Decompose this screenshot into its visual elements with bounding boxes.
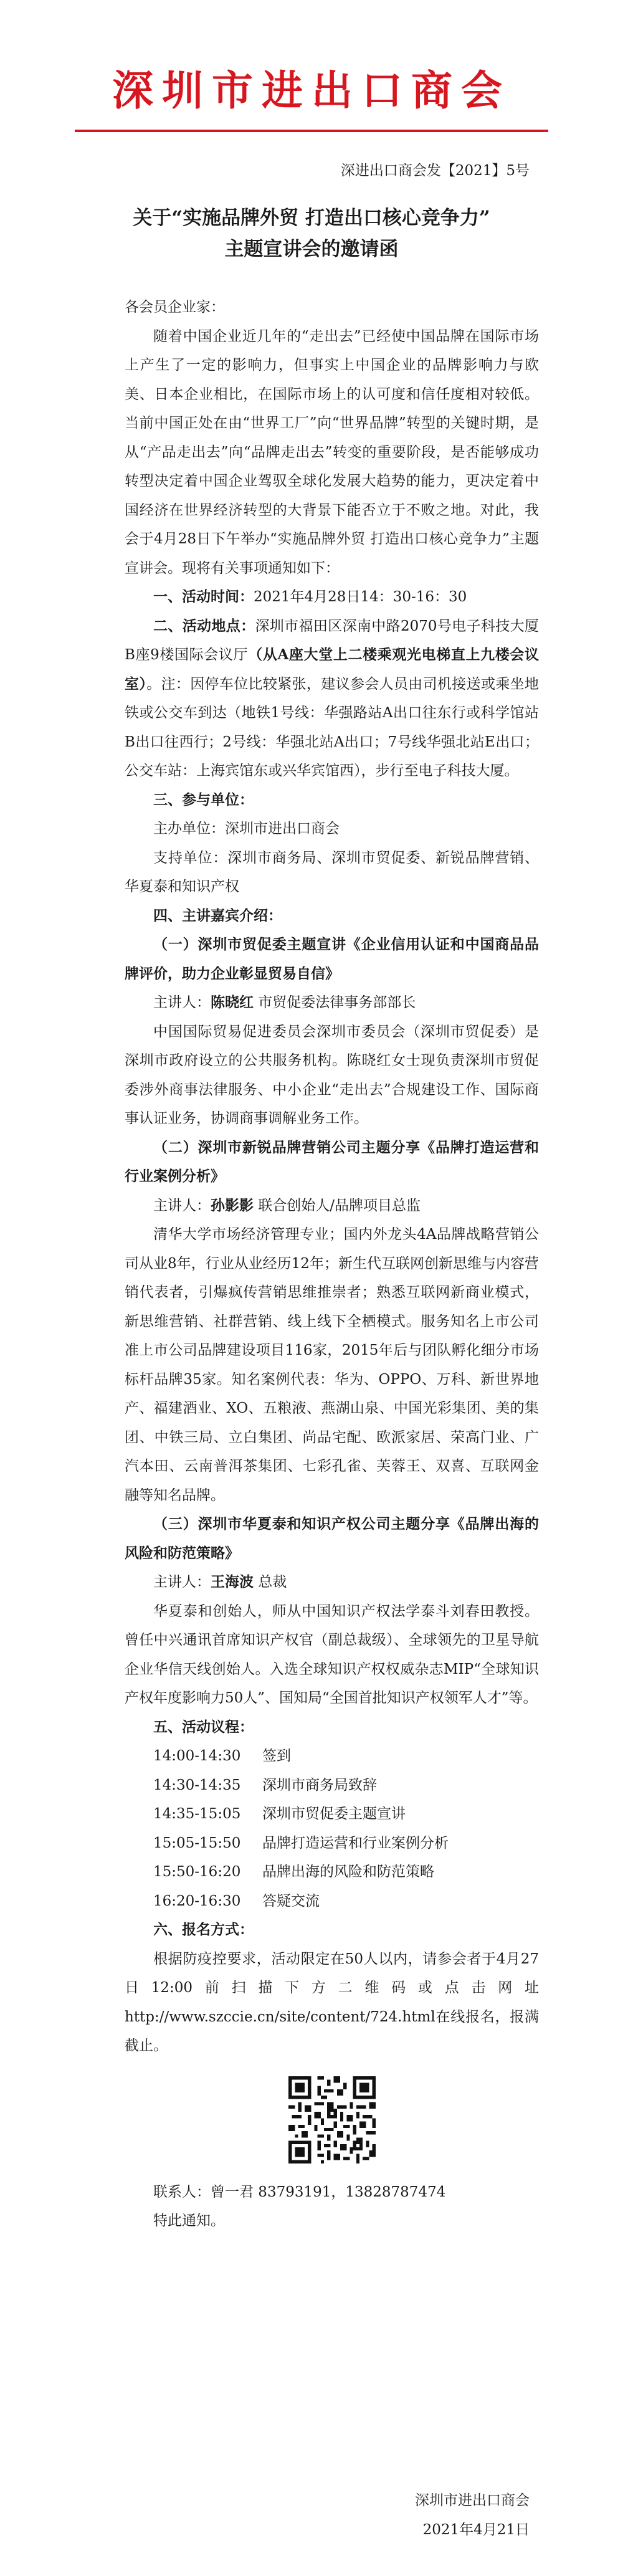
speaker-3-title: 总裁 xyxy=(254,1574,287,1590)
registration-text-before: 根据防疫控要求，活动限定在50人以内，请参会者于4月27日12:00前扫描下方二维码或点击网址 xyxy=(125,1950,539,1996)
signature-block xyxy=(380,2486,530,2545)
signature-date: 2021年4月21日 xyxy=(422,2522,530,2538)
agenda-time: 14:30-14:35 xyxy=(153,1777,241,1793)
section-location-label: 二、活动地点： xyxy=(153,617,255,634)
speaker-2-name: 孙影影 xyxy=(211,1196,254,1214)
document-body xyxy=(125,293,539,2236)
agenda-item: 答疑交流 xyxy=(262,1892,320,1909)
agenda-time: 15:50-16:20 xyxy=(153,1864,241,1880)
section-location-value: 深圳市福田区深南中路2070号电子科技大厦B座9楼国际会议厅 xyxy=(125,618,539,663)
document-title xyxy=(75,203,548,265)
agenda-time: 14:35-15:05 xyxy=(153,1806,241,1822)
closing-line: 特此通知。 xyxy=(153,2213,225,2229)
section-location xyxy=(125,612,539,786)
section-participants-label: 三、参与单位： xyxy=(153,791,254,808)
speaker-2-heading: （二）深圳市新锐品牌营销公司主题分享《品牌打造运营和行业案例分析》 xyxy=(125,1138,539,1185)
salutation: 各会员企业家： xyxy=(125,299,225,315)
agenda-list xyxy=(125,1742,539,1915)
section-speakers-label: 四、主讲嘉宾介绍： xyxy=(153,907,282,924)
speaker-1-heading: （一）深圳市贸促委主题宣讲《企业信用认证和中国商品品牌评价，助力企业彰显贸易自信》 xyxy=(125,936,539,982)
agenda-row xyxy=(125,1858,539,1887)
agenda-time: 16:20-16:30 xyxy=(153,1892,241,1909)
qr-code-wrapper xyxy=(125,2073,539,2167)
agenda-item: 签到 xyxy=(262,1748,291,1764)
registration-url-link[interactable]: http://www.szccie.cn/site/content/724.html xyxy=(125,2008,435,2025)
speaker-3-name: 王海波 xyxy=(211,1573,254,1590)
letterhead-divider xyxy=(75,130,548,132)
section-time-value: 2021年4月28日14：30-16：30 xyxy=(254,589,467,605)
agenda-item: 品牌出海的风险和防范策略 xyxy=(262,1864,434,1880)
agenda-row xyxy=(125,1887,539,1916)
speaker-2-title: 联合创始人/品牌项目总监 xyxy=(254,1197,421,1214)
support-units: 支持单位：深圳市商务局、深圳市贸促委、新锐品牌营销、华夏泰和知识产权 xyxy=(125,849,539,895)
section-time xyxy=(125,583,539,612)
section-location-highlight: （从A座大堂上二楼乘观光电梯直上九楼会议室） xyxy=(125,646,539,692)
agenda-item: 深圳市贸促委主题宣讲 xyxy=(262,1806,406,1822)
speaker-3-heading: （三）深圳市华夏泰和知识产权公司主题分享《品牌出海的风险和防范策略》 xyxy=(125,1515,539,1562)
agenda-row xyxy=(125,1800,539,1829)
section-registration-label: 六、报名方式： xyxy=(153,1921,254,1938)
section-agenda-label: 五、活动议程： xyxy=(153,1718,254,1735)
title-line-2: 主题宣讲会的邀请函 xyxy=(224,238,399,260)
presenter-label: 主讲人： xyxy=(153,1197,211,1214)
speaker-2-bio: 清华大学市场经济管理专业；国内外龙头4A品牌战略营销公司从业8年，行业从业经历12年；新生代互联网创新思维与内容营销代表者，引爆疯传营销思维推崇者；熟悉互联网新商业模式，新思维营销、社群营销、线上线下全栖模式。服务知名上市公司准上市公司品牌建设项目116家，2015年后与团队孵化细分市场标杆品牌35家。知名案例代表：华为、OPPO、万科、新世界地产、福建酒业、XO、五粮液、燕湖山泉、中国光彩集团、美的集团、中铁三局、立白集团、尚品宅配、欧派家居、荣高门业、广汽本田、云南普洱茶集团、七彩孔雀、芙蓉王、双喜、互联网金融等知名品牌。 xyxy=(125,1226,539,1504)
title-line-1: 关于“实施品牌外贸 打造出口核心竞争力” xyxy=(133,207,490,229)
presenter-label: 主讲人： xyxy=(153,995,211,1011)
document-number: 深进出口商会发【2021】5号 xyxy=(340,163,530,179)
section-time-label: 一、活动时间： xyxy=(153,588,254,605)
registration-text xyxy=(125,1945,539,2061)
speaker-3-bio: 华夏泰和创始人，师从中国知识产权法学泰斗刘春田教授。曾任中兴通讯首席知识产权官（副总裁级）、全球领先的卫星导航企业华信天线创始人。入选全球知识产权权威杂志MIP“全球知识产权年度影响力50人”、国知局“全国首批知识产权领军人才”等。 xyxy=(125,1603,539,1706)
agenda-row xyxy=(125,1742,539,1771)
agenda-row xyxy=(125,1829,539,1858)
intro-paragraph: 随着中国企业近几年的“走出去”已经使中国品牌在国际市场上产生了一定的影响力，但事实上中国企业的品牌影响力与欧美、日本企业相比，在国际市场上的认可度和信任度相对较低。当前中国正处在由“世界工厂”向“世界品牌”转型的关键时期，是从“产品走出去”向“品牌走出去”转变的重要阶段，是否能够成功转型决定着中国企业驾驭全球化发展大趋势的能力，更决定着中国经济在世界经济转型的大背景下能否立于不败之地。对此，我会于4月28日下午举办“实施品牌外贸 打造出口核心竞争力”主题宣讲会。现将有关事项通知如下： xyxy=(125,328,539,576)
speaker-1-title: 市贸促委法律事务部部长 xyxy=(254,995,416,1011)
speaker-1-presenter xyxy=(125,988,539,1018)
agenda-item: 深圳市商务局致辞 xyxy=(262,1777,377,1793)
agenda-time: 15:05-15:50 xyxy=(153,1834,241,1851)
org-letterhead-title: 深圳市进出口商会 xyxy=(112,67,511,115)
speaker-1-bio: 中国国际贸易促进委员会深圳市委员会（深圳市贸促委）是深圳市政府设立的公共服务机构。陈晓红女士现负责深圳市贸促委涉外商事法律服务、中小企业“走出去”合规建设工作、国际商事认证业务，协调商事调解业务工作。 xyxy=(125,1023,539,1127)
registration-text-after: 在线报名，报满截止。 xyxy=(125,2008,539,2054)
registration-qr-code-icon[interactable] xyxy=(285,2073,379,2167)
agenda-item: 品牌打造运营和行业案例分析 xyxy=(262,1834,449,1851)
section-location-note: 。注：因停车位比较紧张，建议参会人员由司机接送或乘坐地铁或公交车到达（地铁1号线：华强路站A出口往东行或科学馆站B出口往西行；2号线：华强北站A出口；7号线华强北站E出口；公交车站：上海宾馆东或兴华宾馆西），步行至电子科技大厦。 xyxy=(125,675,540,779)
host-unit: 主办单位：深圳市进出口商会 xyxy=(153,821,340,837)
speaker-3-presenter xyxy=(125,1568,539,1597)
agenda-row xyxy=(125,1771,539,1800)
speaker-1-name: 陈晓红 xyxy=(211,994,254,1011)
contact-line: 联系人：曾一君 83793191，13828787474 xyxy=(153,2183,446,2200)
presenter-label: 主讲人： xyxy=(153,1574,211,1590)
signature-org: 深圳市进出口商会 xyxy=(415,2493,530,2509)
agenda-time: 14:00-14:30 xyxy=(153,1748,241,1764)
speaker-2-presenter xyxy=(125,1191,539,1221)
